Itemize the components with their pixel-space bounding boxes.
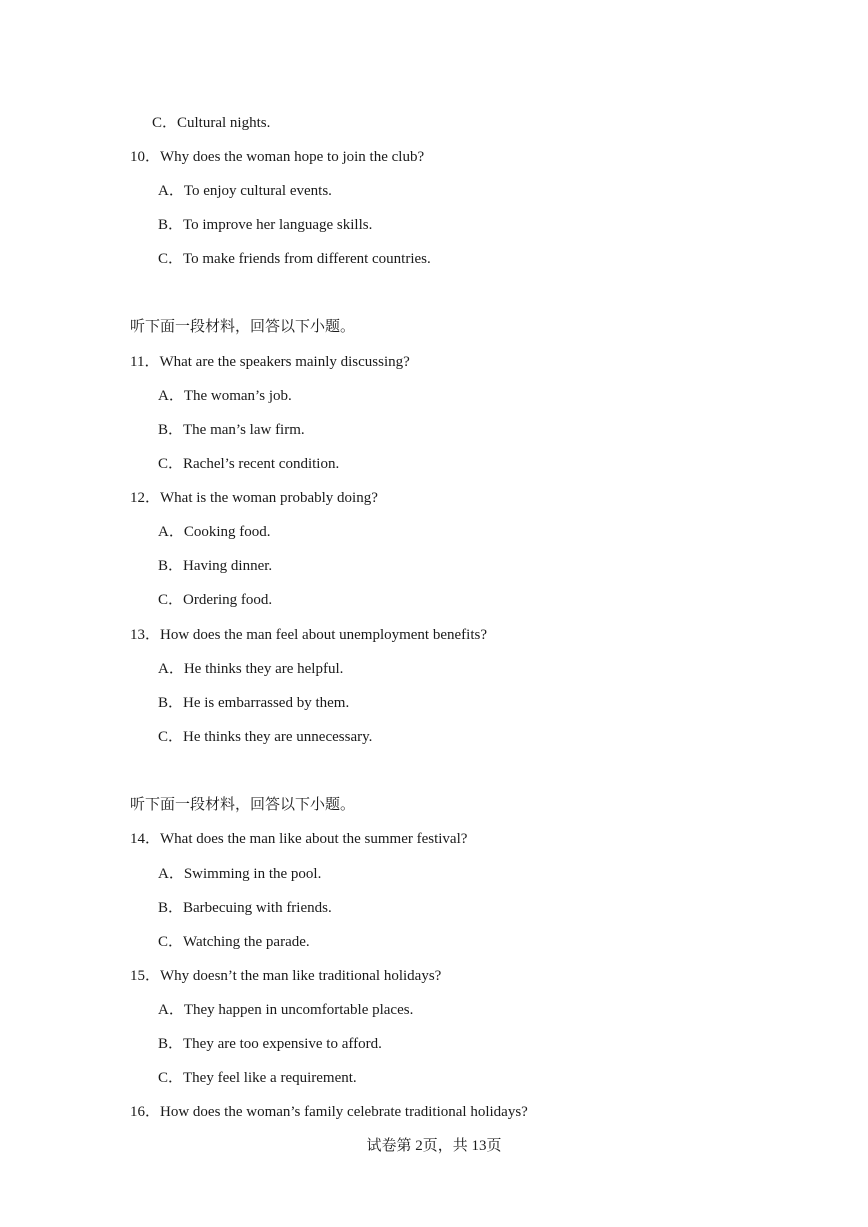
option-13c: C．He thinks they are unnecessary. xyxy=(158,729,373,745)
option-11a: A．The woman’s job. xyxy=(158,388,292,404)
option-11b: B．The man’s law firm. xyxy=(158,422,305,438)
question-13: 13．How does the man feel about unemployment benefits? xyxy=(130,627,487,643)
option-14b: B．Barbecuing with friends. xyxy=(158,900,332,916)
option-12b: B．Having dinner. xyxy=(158,558,273,574)
question-10: 10．Why does the woman hope to join the club? xyxy=(130,149,425,165)
question-14: 14．What does the man like about the summer festival? xyxy=(130,831,468,847)
option-10c: C．To make friends from different countries. xyxy=(158,251,431,267)
option-13b: B．He is embarrassed by them. xyxy=(158,695,350,711)
page-footer: 试卷第 2页，共 13页 xyxy=(366,1138,502,1154)
section-instruction: 听下面一段材料，回答以下小题。 xyxy=(130,319,356,335)
option-14c: C．Watching the parade. xyxy=(158,934,310,950)
option-10a: A．To enjoy cultural events. xyxy=(158,183,332,199)
option-15b: B．They are too expensive to afford. xyxy=(158,1036,382,1052)
question-12: 12．What is the woman probably doing? xyxy=(130,490,378,506)
section-instruction: 听下面一段材料，回答以下小题。 xyxy=(130,797,356,813)
option-13a: A．He thinks they are helpful. xyxy=(158,661,344,677)
option-9c: C．Cultural nights. xyxy=(152,115,271,131)
question-11: 11．What are the speakers mainly discussing? xyxy=(130,354,410,370)
option-15c: C．They feel like a requirement. xyxy=(158,1070,357,1086)
option-15a: A．They happen in uncomfortable places. xyxy=(158,1002,414,1018)
option-12c: C．Ordering food. xyxy=(158,592,273,608)
question-15: 15．Why doesn’t the man like traditional holidays? xyxy=(130,968,442,984)
option-14a: A．Swimming in the pool. xyxy=(158,866,322,882)
question-16: 16．How does the woman’s family celebrate traditional holidays? xyxy=(130,1104,528,1120)
option-12a: A．Cooking food. xyxy=(158,524,271,540)
option-11c: C．Rachel’s recent condition. xyxy=(158,456,340,472)
option-10b: B．To improve her language skills. xyxy=(158,217,373,233)
